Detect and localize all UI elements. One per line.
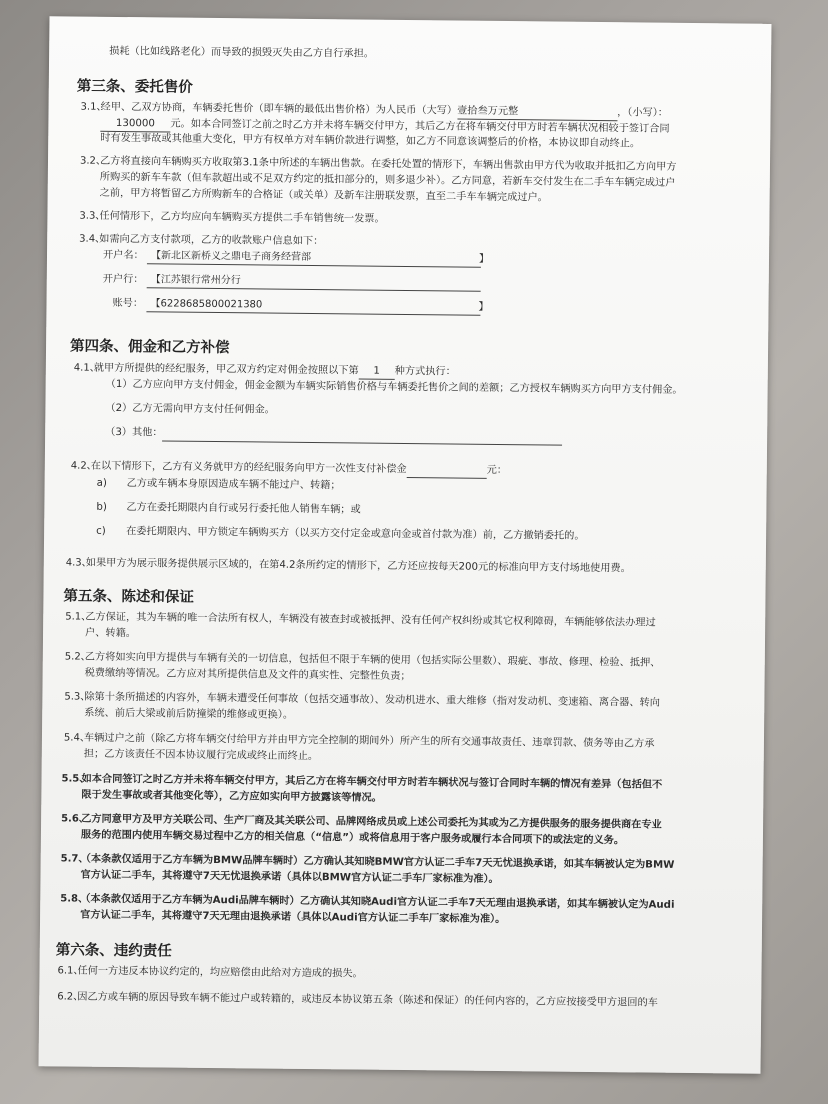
clause-5-6-line-2: 服务的范围内使用车辆交易过程中乙方的相关信息（“信息”）或将信息用于客户服务或履行本合同项下的或法定的义务。 (80, 829, 625, 847)
price-in-numbers: 130000 (100, 117, 170, 133)
account-label: 账号： (112, 297, 144, 310)
clause-number: 4.1、 (73, 362, 100, 374)
clause-5-5-line-2: 限于发生事故或者其他变化等），乙方应如实向甲方披露该等情况。 (81, 789, 382, 804)
price-in-words: 壹拾叁万元整 (457, 105, 617, 122)
payee-value: 新北区新桥义之鼎电子商务经营部 (160, 250, 312, 263)
option-1: （1）乙方应向甲方支付佣金，佣金金额为车辆实际销售价格与车辆委托售价之间的差额；乙方授权车辆购买方向甲方支付佣金。 (105, 378, 683, 396)
contract-page: 损耗（比如线路老化）而导致的损毁灭失由乙方自行承担。 第三条、委托售价 3.1、 经甲、乙双方协商，车辆委托售价（即车辆的最低出售价格）为人民币（大写）壹拾叁万元整 ，（小写）： 130000 元。如本合同签订之前之时乙方并未将车辆交付甲方，其后乙方在将车辆交付甲方时若车辆状况相较于签订合同 时有发生事故或其他重大变化，甲方有权单方对车辆价款进行调整，如乙方不同意该调整后的价格，本协议即自动终止。 3.2、 乙方将直接向车辆购买方收取第3.1条中所述的车辆出售款。在委托处置的情形下，车辆出售款由甲方代为收取并抵扣乙方向甲方 所购买的新车车款（但车款超出或不足双方约定的抵扣部分的，则多退少补）。乙方同意，若新车交付发生在二手车车辆完成过户 之前，甲方将暂留乙方所购新车的合格证（或关单）及新车注册联发票，直至二手车车辆完成过户。 3.3、 任何情形下，乙方均应向车辆购买方提供二手车销售统一发票。 3.4、 如需向乙方支付款项，乙方的收款账户信息如下： 开户名： 【新北区新桥义之鼎电子商务经营部 】 开户行： 【江苏银行常州分行 账号： 【6228685800021380 】 第四条、佣金和乙方补偿 4.1、 就甲方所提供的经纪服务，甲乙双方约定对佣金按照以下第 1 种方式执行： （1）乙方应向甲方支付佣金，佣金金额为车辆实际销售价格与车辆委托售价之间的差额；乙方授权车辆购买方向甲方支付佣金。 （2）乙方无需向甲方支付任何佣金。 （3）其他： 4.2、 在以下情形下，乙方有义务就甲方的经纪服务向甲方一次性支付补偿金 元： a) 乙方或车辆本身原因造成车辆不能过户、转籍； b) 乙方在委托期限内自行或另行委托他人销售车辆；或 c) 在委托期限内、甲方锁定车辆购买方（以买方交付定金或意向金或首付款为准）前，乙方撤销委托的。 4.3、 如果甲方为展示服务提供展示区域的，在第4.2条所约定的情形下，乙方还应按每天200元的标准向甲方支付场地使用费。 第五条、陈述和保证 5.1、 乙方保证，其为车辆的唯一合法所有权人，车辆没有被查封或被抵押、没有任何产权纠纷或其它权利障碍，车辆能够依法办理过 户、转籍。 5.2、 乙方将如实向甲方提供与车辆有关的一切信息，包括但不限于车辆的使用（包括实际公里数）、瑕疵、事故、修理、检验、抵押、 税费缴纳等情况。乙方应对其所提供信息及文件的真实性、完整性负责； 5.3、 除第十条所描述的内容外，车辆未遭受任何事故（包括交通事故）、发动机进水、重大维修（指对发动机、变速箱、离合器、转向 系统、前后大梁或前后防撞梁的维修或更换）。 5.4、 车辆过户之前（除乙方将车辆交付给甲方并由甲方完全控制的期间外）所产生的所有交通事故责任、违章罚款、债务等由乙方承 担；乙方该责任不因本协议履行完成或终止而终止。 5.5、 如本合同签订之时乙方并未将车辆交付甲方，其后乙方在将车辆交付甲方时若车辆状况与签订合同时车辆的情况有差异（包括但不 限于发生事故或者其他变化等），乙方应如实向甲方披露该等情况。 5.6、 乙方同意甲方及甲方关联公司、生产厂商及其关联公司、品牌网络成员或上述公司委托为其或为乙方提供服务的服务提供商在专业 服务的范围内使用车辆交易过程中乙方的相关信息（“信息”）或将信息用于客户服务或履行本合同项下的或法定的义务。 5.7、 （本条款仅适用于乙方车辆为BMW品牌车辆时）乙方确认其知晓BMW官方认证二手车7天无忧退换承诺，如其车辆被认定为BMW 官方认证二手车，其将遵守7天无忧退换承诺（具体以BMW官方认证二手车厂家标准为准）。 5.8、 （本条款仅适用于乙方车辆为Audi品牌车辆时）乙方确认其知晓Audi官方认证二手车7天无理由退换承诺，如其车辆被认定为Audi 官方认证二手车，其将遵守7天无理由退换承诺（具体以Audi官方认证二手车厂家标准为准）。 第六条、违约责任 6.1、 任何一方违反本协议约定的，均应赔偿由此给对方造成的损失。 6.2、 因乙方或车辆的原因导致车辆不能过户或转籍的，或违反本协议第五条（陈述和保证）的任何内容的，乙方应按接受甲方退回的车 (39, 16, 772, 1074)
clause-3-2-line-2: 所购买的新车车款（但车款超出或不足双方约定的抵扣部分的，则多退少补）。乙方同意，若新车交付发生在二手车车辆完成过户 (99, 171, 676, 189)
clause-number: 3.1、 (80, 101, 107, 113)
option-3: （3）其他： (105, 426, 563, 446)
case-c: 在委托期限内、甲方锁定车辆购买方（以买方交付定金或意向金或首付款为准）前，乙方撤销委托的。 (126, 526, 585, 542)
case-a: 乙方或车辆本身原因造成车辆不能过户、转籍； (126, 478, 341, 492)
clause-number: 3.2、 (79, 155, 106, 167)
clause-5-2-line-2: 税费缴纳等情况。乙方应对其所提供信息及文件的真实性、完整性负责； (84, 667, 411, 683)
clause-3-1-line-2: 130000 元。如本合同签订之前之时乙方并未将车辆交付甲方，其后乙方在将车辆交付甲方时若车辆状况相较于签订合同 (100, 117, 669, 138)
clause-3-2-line-3: 之前，甲方将暂留乙方所购新车的合格证（或关单）及新车注册联发票，直至二手车车辆完成过户。 (99, 187, 548, 204)
clause-5-1-line-2: 户、转籍。 (85, 627, 137, 640)
clause-5-6-line-1: 乙方同意甲方及甲方关联公司、生产厂商及其关联公司、品牌网络成员或上述公司委托为其或为乙方提供服务的服务提供商在专业 (81, 813, 662, 831)
section-4-title: 第四条、佣金和乙方补偿 (69, 338, 230, 357)
clause-number: 5.5、 (61, 773, 90, 785)
clause-number: 3.4、 (79, 233, 106, 245)
clause-number: 4.2、 (70, 460, 97, 472)
clause-5-4-line-1: 车辆过户之前（除乙方将车辆交付给甲方并由甲方完全控制的期间外）所产生的所有交通事故责任、违章罚款、债务等由乙方承 (83, 732, 655, 750)
clause-3-4: 如需向乙方支付款项，乙方的收款账户信息如下： (99, 233, 324, 248)
clause-4-1: 就甲方所提供的经纪服务，甲乙双方约定对佣金按照以下第 1 种方式执行： (94, 362, 456, 381)
bank-value: 江苏银行常州分行 (160, 274, 241, 287)
section-6-title: 第六条、违约责任 (55, 942, 172, 960)
clause-4-3: 如果甲方为展示服务提供展示区域的，在第4.2条所约定的情形下，乙方还应按每天200元的标准向甲方支付场地使用费。 (85, 557, 631, 575)
account-value: 6228685800021380 (160, 298, 263, 311)
clause-number: 6.1、 (57, 965, 84, 977)
clause-4-2: 在以下情形下，乙方有义务就甲方的经纪服务向甲方一次性支付补偿金 元： (91, 460, 507, 479)
section-5-title: 第五条、陈述和保证 (63, 588, 195, 606)
clause-number: 5.4、 (63, 732, 90, 744)
clause-number: 4.3、 (65, 557, 92, 569)
clause-5-4-line-2: 担；乙方该责任不因本协议履行完成或终止而终止。 (83, 748, 319, 763)
payee-label: 开户名： (102, 249, 144, 262)
continued-text: 损耗（比如线路老化）而导致的损毁灭失由乙方自行承担。 (109, 45, 375, 60)
clause-5-2-line-1: 乙方将如实向甲方提供与车辆有关的一切信息，包括但不限于车辆的使用（包括实际公里数）、瑕疵、事故、修理、检验、抵押、 (84, 651, 661, 669)
commission-option: 1 (359, 365, 395, 380)
clause-3-2-line-1: 乙方将直接向车辆购买方收取第3.1条中所述的车辆出售款。在委托处置的情形下，车辆出售款由甲方代为收取并抵扣乙方向甲方 (99, 155, 677, 173)
bank-label: 开户行： (102, 273, 144, 286)
bank-field: 【江苏银行常州分行 (147, 273, 481, 291)
clause-5-3-line-2: 系统、前后大梁或前后防撞梁的维修或更换）。 (84, 707, 294, 721)
clause-5-7-line-1: （本条款仅适用于乙方车辆为BMW品牌车辆时）乙方确认其知晓BMW官方认证二手车7天无忧退换承诺，如其车辆被认定为BMW (80, 853, 675, 871)
clause-3-1-line-1: 经甲、乙双方协商，车辆委托售价（即车辆的最低出售价格）为人民币（大写）壹拾叁万元整 ，（小写）： (100, 101, 668, 122)
clause-3-1-line-3: 时有发生事故或其他重大变化，甲方有权单方对车辆价款进行调整，如乙方不同意该调整后的价格，本协议即自动终止。 (100, 132, 641, 150)
clause-number: 5.3、 (64, 691, 91, 703)
clause-number: 5.2、 (64, 651, 91, 663)
clause-5-3-line-1: 除第十条所描述的内容外，车辆未遭受任何事故（包括交通事故）、发动机进水、重大维修（指对发动机、变速箱、离合器、转向 (84, 691, 661, 709)
clause-6-2: 因乙方或车辆的原因导致车辆不能过户或转籍的，或违反本协议第五条（陈述和保证）的任何内容的，乙方应按接受甲方退回的车 (77, 991, 658, 1009)
option-2: （2）乙方无需向甲方支付任何佣金。 (105, 402, 275, 416)
case-b: 乙方在委托期限内自行或另行委托他人销售车辆；或 (126, 502, 361, 516)
clause-5-8-line-2: 官方认证二手车，其将遵守7天无理由退换承诺（具体以Audi官方认证二手车厂家标准为准）。 (80, 909, 506, 926)
clause-3-3: 任何情形下，乙方均应向车辆购买方提供二手车销售统一发票。 (99, 210, 385, 225)
clause-5-1-line-1: 乙方保证，其为车辆的唯一合法所有权人，车辆没有被查封或被抵押、没有任何产权纠纷或其它权利障碍，车辆能够依法办理过 (85, 611, 656, 629)
account-field: 【6228685800021380 (146, 297, 480, 315)
clause-number: 5.6、 (61, 813, 89, 825)
section-3-title: 第三条、委托售价 (76, 78, 193, 96)
clause-6-1: 任何一方违反本协议约定的，均应赔偿由此给对方造成的损失。 (77, 965, 363, 980)
payee-field: 【新北区新桥义之鼎电子商务经营部 (147, 249, 481, 267)
clause-number: 3.3、 (79, 210, 106, 222)
clause-5-8-line-1: （本条款仅适用于乙方车辆为Audi品牌车辆时）乙方确认其知晓Audi官方认证二手车7天无理由退换承诺，如其车辆被认定为Audi (80, 893, 675, 911)
clause-number: 5.7、 (60, 853, 89, 865)
clause-number: 5.8、 (60, 893, 89, 905)
clause-number: 5.1、 (65, 611, 92, 623)
clause-5-7-line-2: 官方认证二手车，其将遵守7天无忧退换承诺（具体以BMW官方认证二手车厂家标准为准）。 (80, 869, 499, 885)
clause-number: 6.2、 (57, 991, 84, 1003)
clause-5-5-line-1: 如本合同签订之时乙方并未将车辆交付甲方，其后乙方在将车辆交付甲方时若车辆状况与签订合同时车辆的情况有差异（包括但不 (81, 773, 663, 791)
